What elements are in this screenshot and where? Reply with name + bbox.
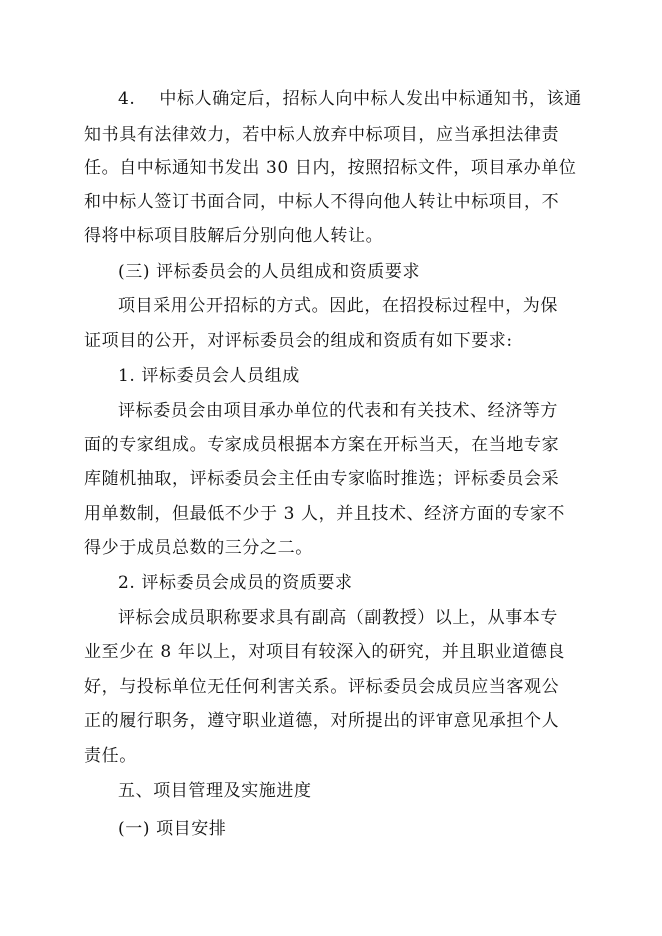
text-line: 责任。 — [84, 746, 137, 766]
text-line: 正的履行职务，遵守职业道德，对所提出的评审意见承担个人 — [84, 711, 560, 731]
text-line: 评标委员会由项目承办单位的代表和有关技术、经济等方 — [118, 401, 558, 421]
text-line: 评标会成员职称要求具有副高（副教授）以上，从事本专 — [118, 608, 558, 628]
text-line: 业至少在 8 年以上，对项目有较深入的研究，并且职业道德良 — [84, 642, 566, 662]
text-line: 用单数制，但最低不少于 3 人，并且技术、经济方面的专家不 — [84, 504, 566, 524]
text-line: 库随机抽取，评标委员会主任由专家临时推选；评标委员会采 — [84, 469, 560, 489]
section-heading: (三) 评标委员会的人员组成和资质要求 — [118, 262, 421, 282]
text-line: 证项目的公开，对评标委员会的组成和资质有如下要求: — [84, 331, 513, 351]
text-line: 任。自中标通知书发出 30 日内，按照招标文件，项目承办单位 — [84, 158, 577, 178]
text-line: 知书具有法律效力，若中标人放弃中标项目，应当承担法律责 — [84, 125, 560, 145]
text-line: 好，与投标单位无任何利害关系。评标委员会成员应当客观公 — [84, 677, 560, 697]
section-heading: (一) 项目安排 — [118, 819, 227, 839]
chapter-heading: 五、项目管理及实施进度 — [118, 781, 312, 801]
text-line: 和中标人签订书面合同，中标人不得向他人转让中标项目，不 — [84, 192, 560, 212]
text-line: 4. 中标人确定后，招标人向中标人发出中标通知书，该通 — [118, 89, 582, 109]
text-line: 得将中标项目肢解后分别向他人转让。 — [84, 226, 384, 246]
subsection-heading: 2. 评标委员会成员的资质要求 — [118, 573, 353, 593]
text-line: 项目采用公开招标的方式。因此，在招投标过程中，为保 — [118, 296, 558, 316]
text-line: 面的专家组成。专家成员根据本方案在开标当天，在当地专家 — [84, 435, 560, 455]
subsection-heading: 1. 评标委员会人员组成 — [118, 366, 300, 386]
text-line: 得少于成员总数的三分之二。 — [84, 538, 313, 558]
